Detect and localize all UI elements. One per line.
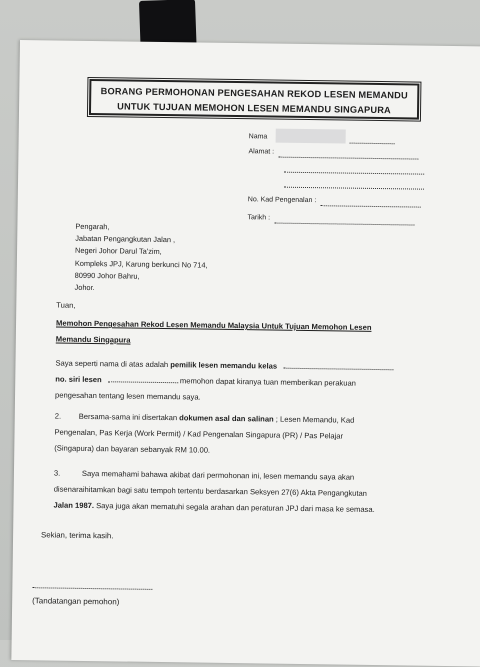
nama-row bbox=[249, 127, 425, 144]
para3-b: disenaraihitamkan bagi satu tempoh tertentu berdasarkan Seksyen 27(6) Akta Pengangkutan bbox=[53, 484, 368, 498]
para3-c: Jalan 1987. bbox=[53, 500, 95, 511]
tarikh-row bbox=[247, 205, 423, 225]
salutation: Tuan, bbox=[56, 300, 76, 310]
para2-e: (Singapura) dan bayaran sebanyak RM 10.00. bbox=[54, 443, 211, 455]
applicant-fields bbox=[247, 127, 424, 225]
para1-d: memohon dapat kiranya tuan memberikan perakuan bbox=[177, 376, 357, 388]
redacted-name bbox=[275, 129, 345, 144]
para1-c: no. siri lesen bbox=[55, 374, 102, 385]
para2-num: 2. bbox=[54, 411, 62, 421]
subject bbox=[56, 316, 456, 353]
alamat-label: Alamat : bbox=[248, 148, 275, 156]
recipient-address bbox=[74, 221, 208, 296]
ic-label: No. Kad Pengenalan : bbox=[247, 196, 317, 205]
address-line: Jabatan Pengangkutan Jalan , bbox=[75, 233, 176, 245]
ic-field-line[interactable] bbox=[320, 198, 420, 207]
subject-line1: Memohon Pengesahan Rekod Lesen Memandu Malaysia Untuk Tujuan Memohon Lesen bbox=[55, 318, 372, 332]
tarikh-label: Tarikh : bbox=[247, 214, 271, 222]
form-title-line2: UNTUK TUJUAN MEMOHON LESEN MEMANDU SINGAPURA bbox=[117, 101, 391, 116]
paragraph-1 bbox=[55, 356, 456, 410]
para1-e: pengesahan tentang lesen memandu saya. bbox=[54, 390, 201, 402]
paragraph-3 bbox=[53, 466, 469, 520]
para2-c: ; Lesen Memandu, Kad bbox=[273, 414, 355, 425]
ic-row bbox=[248, 187, 424, 207]
paragraph-2 bbox=[54, 409, 455, 463]
para3-a: Saya memahami bahawa akibat dari permohonan ini, lesen memandu saya akan bbox=[81, 468, 355, 482]
para2-a: Bersama-sama ini disertakan bbox=[78, 411, 180, 423]
address-line: Kompleks JPJ, Karung berkunci No 714, bbox=[74, 258, 208, 270]
closing: Sekian, terima kasih. bbox=[41, 530, 114, 541]
para1-a: Saya seperti nama di atas adalah bbox=[55, 358, 171, 370]
tarikh-field-line[interactable] bbox=[274, 216, 414, 226]
nama-label: Nama bbox=[248, 133, 268, 141]
signature-label: (Tandatangan pemohon) bbox=[32, 596, 120, 607]
signature-line[interactable] bbox=[32, 585, 152, 590]
form-paper bbox=[11, 40, 480, 667]
para2-d: Pengenalan, Pas Kerja (Work Permit) / Kad Pengenalan Singapura (PR) / Pas Pelajar bbox=[54, 427, 344, 441]
subject-line2: Memandu Singapura bbox=[55, 334, 131, 345]
siri-field-line[interactable] bbox=[108, 374, 178, 383]
address-line: Negeri Johor Darul Ta'zim, bbox=[75, 246, 162, 257]
address-line: Johor. bbox=[74, 282, 95, 293]
nama-field-line[interactable] bbox=[349, 136, 394, 145]
form-title-box bbox=[89, 79, 419, 120]
address-line: Pengarah, bbox=[75, 221, 110, 232]
para2-b: dokumen asal dan salinan bbox=[179, 413, 274, 424]
kelas-field-line[interactable] bbox=[283, 361, 393, 371]
para1-b: pemilik lesen memandu kelas bbox=[170, 360, 278, 371]
address-line: 80990 Johor Bahru, bbox=[74, 270, 140, 281]
para3-d: Saya juga akan mematuhi segala arahan dan peraturan JPJ dari masa ke semasa. bbox=[93, 501, 375, 514]
form-title-line1: BORANG PERMOHONAN PENGESAHAN REKOD LESEN MEMANDU bbox=[100, 86, 408, 101]
para3-num: 3. bbox=[53, 468, 61, 478]
